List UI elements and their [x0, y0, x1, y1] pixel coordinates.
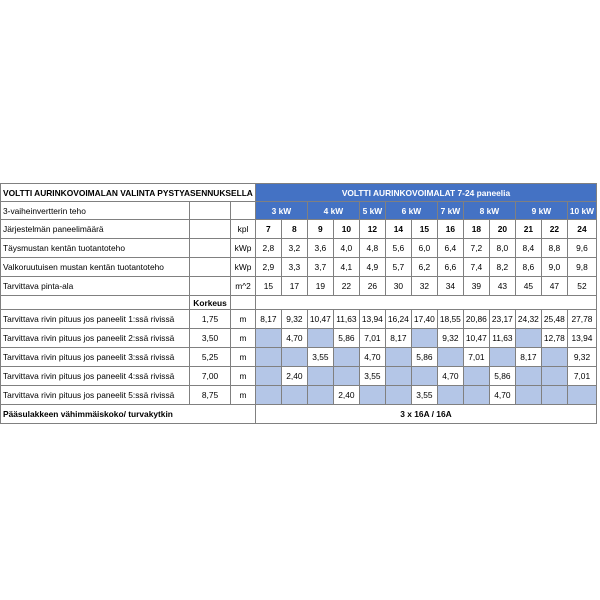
length-cell: 9,32: [281, 310, 307, 329]
length-cell: 27,78: [567, 310, 596, 329]
panel-count-cell: 15: [411, 220, 437, 239]
black-output-label: Täysmustan kentän tuotantoteho: [1, 239, 190, 258]
group-4kw: 4 kW: [307, 202, 359, 220]
panel-count-cell: 9: [307, 220, 333, 239]
length-cell: 4,70: [489, 386, 515, 405]
length-height: 5,25: [189, 348, 230, 367]
length-height: 8,75: [189, 386, 230, 405]
length-cell: 13,94: [567, 329, 596, 348]
panel-count-cell: 24: [567, 220, 596, 239]
area-cell: 22: [333, 277, 359, 296]
black-output-cell: 8,0: [489, 239, 515, 258]
panel-count-cell: 10: [333, 220, 359, 239]
panel-count-label: Järjestelmän paneelimäärä: [1, 220, 190, 239]
area-cell: 26: [359, 277, 385, 296]
length-cell: 5,86: [411, 348, 437, 367]
black-output-cell: 7,2: [463, 239, 489, 258]
black-output-cell: 6,0: [411, 239, 437, 258]
length-cell: [541, 386, 567, 405]
length-cell: 7,01: [359, 329, 385, 348]
length-label: Tarvittava rivin pituus jos paneelit 5:ssä rivissä: [1, 386, 190, 405]
length-cell: 23,17: [489, 310, 515, 329]
fuse-value: 3 x 16A / 16A: [255, 405, 596, 424]
right-title: VOLTTI AURINKOVOIMALAT 7-24 paneelia: [255, 184, 596, 202]
length-cell: 7,01: [567, 367, 596, 386]
inverter-row: [1, 202, 597, 220]
length-cell: [385, 386, 411, 405]
korkeus-row: [1, 296, 597, 310]
black-output-row: [1, 239, 597, 258]
group-5kw: 5 kW: [359, 202, 385, 220]
length-cell: [515, 386, 541, 405]
length-cell: 9,32: [437, 329, 463, 348]
length-cell: 20,86: [463, 310, 489, 329]
title-row: [1, 184, 597, 202]
length-cell: 8,17: [385, 329, 411, 348]
length-cell: [255, 386, 281, 405]
length-cell: [307, 367, 333, 386]
length-cell: [307, 329, 333, 348]
white-output-cell: 7,4: [463, 258, 489, 277]
white-output-cell: 5,7: [385, 258, 411, 277]
black-output-cell: 4,8: [359, 239, 385, 258]
panel-count-cell: 7: [255, 220, 281, 239]
length-cell: [515, 329, 541, 348]
panel-count-row: [1, 220, 597, 239]
length-cell: [359, 386, 385, 405]
length-cell: [541, 367, 567, 386]
length-cell: [437, 386, 463, 405]
length-cell: 4,70: [437, 367, 463, 386]
length-cell: [515, 367, 541, 386]
area-row: [1, 277, 597, 296]
area-unit: m^2: [231, 277, 256, 296]
length-cell: [281, 348, 307, 367]
panel-count-unit: kpl: [231, 220, 256, 239]
inverter-label: 3-vaiheinvertterin teho: [1, 202, 190, 220]
length-cell: 3,55: [411, 386, 437, 405]
area-cell: 15: [255, 277, 281, 296]
length-height: 3,50: [189, 329, 230, 348]
length-cell: 18,55: [437, 310, 463, 329]
group-10kw: 10 kW: [567, 202, 596, 220]
white-output-cell: 9,8: [567, 258, 596, 277]
area-cell: 52: [567, 277, 596, 296]
black-output-cell: 8,4: [515, 239, 541, 258]
length-height: 7,00: [189, 367, 230, 386]
length-cell: [385, 367, 411, 386]
length-row-3: [1, 348, 597, 367]
length-cell: 12,78: [541, 329, 567, 348]
white-output-cell: 6,6: [437, 258, 463, 277]
length-cell: [255, 329, 281, 348]
length-cell: [411, 329, 437, 348]
length-cell: 5,86: [333, 329, 359, 348]
length-cell: 10,47: [463, 329, 489, 348]
length-cell: 10,47: [307, 310, 333, 329]
group-9kw: 9 kW: [515, 202, 567, 220]
length-label: Tarvittava rivin pituus jos paneelit 2:ssä rivissä: [1, 329, 190, 348]
length-unit: m: [231, 329, 256, 348]
panel-count-cell: 22: [541, 220, 567, 239]
black-output-cell: 4,0: [333, 239, 359, 258]
black-output-cell: 3,6: [307, 239, 333, 258]
length-cell: [437, 348, 463, 367]
length-cell: [411, 367, 437, 386]
black-output-cell: 9,6: [567, 239, 596, 258]
black-output-cell: 3,2: [281, 239, 307, 258]
korkeus-label: Korkeus: [189, 296, 230, 310]
area-cell: 45: [515, 277, 541, 296]
length-unit: m: [231, 386, 256, 405]
length-cell: 9,32: [567, 348, 596, 367]
length-cell: 3,55: [307, 348, 333, 367]
group-6kw: 6 kW: [385, 202, 437, 220]
length-cell: [255, 367, 281, 386]
length-cell: 11,63: [489, 329, 515, 348]
panel-count-cell: 8: [281, 220, 307, 239]
length-unit: m: [231, 367, 256, 386]
length-height: 1,75: [189, 310, 230, 329]
length-row-5: [1, 386, 597, 405]
area-cell: 32: [411, 277, 437, 296]
length-cell: 17,40: [411, 310, 437, 329]
length-cell: 25,48: [541, 310, 567, 329]
length-row-4: [1, 367, 597, 386]
white-output-cell: 4,9: [359, 258, 385, 277]
length-cell: 2,40: [333, 386, 359, 405]
length-row-1: [1, 310, 597, 329]
panel-count-cell: 16: [437, 220, 463, 239]
area-label: Tarvittava pinta-ala: [1, 277, 190, 296]
white-output-cell: 4,1: [333, 258, 359, 277]
length-cell: 7,01: [463, 348, 489, 367]
white-output-cell: 9,0: [541, 258, 567, 277]
length-label: Tarvittava rivin pituus jos paneelit 1:ssä rivissä: [1, 310, 190, 329]
white-output-cell: 8,6: [515, 258, 541, 277]
white-output-cell: 3,3: [281, 258, 307, 277]
length-cell: 11,63: [333, 310, 359, 329]
length-cell: [567, 386, 596, 405]
panel-count-cell: 21: [515, 220, 541, 239]
area-cell: 34: [437, 277, 463, 296]
group-7kw: 7 kW: [437, 202, 463, 220]
fuse-row: [1, 405, 597, 424]
area-cell: 30: [385, 277, 411, 296]
length-cell: [333, 348, 359, 367]
length-cell: 3,55: [359, 367, 385, 386]
black-output-unit: kWp: [231, 239, 256, 258]
black-output-cell: 6,4: [437, 239, 463, 258]
length-cell: 8,17: [515, 348, 541, 367]
length-cell: [541, 348, 567, 367]
length-row-2: [1, 329, 597, 348]
white-output-row: [1, 258, 597, 277]
spreadsheet: [0, 183, 597, 424]
length-cell: 4,70: [281, 329, 307, 348]
group-3kw: 3 kW: [255, 202, 307, 220]
solar-selection-table: [0, 183, 597, 424]
length-cell: 5,86: [489, 367, 515, 386]
panel-count-cell: 12: [359, 220, 385, 239]
length-cell: 8,17: [255, 310, 281, 329]
length-cell: [463, 367, 489, 386]
area-cell: 17: [281, 277, 307, 296]
black-output-cell: 8,8: [541, 239, 567, 258]
group-8kw: 8 kW: [463, 202, 515, 220]
length-cell: [489, 348, 515, 367]
black-output-cell: 2,8: [255, 239, 281, 258]
length-cell: [307, 386, 333, 405]
length-cell: 2,40: [281, 367, 307, 386]
length-cell: [385, 348, 411, 367]
white-output-cell: 6,2: [411, 258, 437, 277]
white-output-unit: kWp: [231, 258, 256, 277]
panel-count-cell: 14: [385, 220, 411, 239]
length-cell: [333, 367, 359, 386]
length-cell: 13,94: [359, 310, 385, 329]
area-cell: 43: [489, 277, 515, 296]
length-cell: [281, 386, 307, 405]
white-output-cell: 3,7: [307, 258, 333, 277]
panel-count-cell: 18: [463, 220, 489, 239]
length-cell: 16,24: [385, 310, 411, 329]
black-output-cell: 5,6: [385, 239, 411, 258]
area-cell: 47: [541, 277, 567, 296]
length-cell: 24,32: [515, 310, 541, 329]
length-unit: m: [231, 310, 256, 329]
length-cell: [463, 386, 489, 405]
fuse-label: Pääsulakkeen vähimmäiskoko/ turvakytkin: [1, 405, 256, 424]
area-cell: 19: [307, 277, 333, 296]
panel-count-cell: 20: [489, 220, 515, 239]
length-cell: [255, 348, 281, 367]
white-output-cell: 2,9: [255, 258, 281, 277]
length-label: Tarvittava rivin pituus jos paneelit 4:ssä rivissä: [1, 367, 190, 386]
white-output-cell: 8,2: [489, 258, 515, 277]
left-title: VOLTTI AURINKOVOIMALAN VALINTA PYSTYASENNUKSELLA: [1, 184, 256, 202]
length-cell: 4,70: [359, 348, 385, 367]
area-cell: 39: [463, 277, 489, 296]
length-unit: m: [231, 348, 256, 367]
white-output-label: Valkoruutuisen mustan kentän tuotantoteho: [1, 258, 190, 277]
length-label: Tarvittava rivin pituus jos paneelit 3:ssä rivissä: [1, 348, 190, 367]
